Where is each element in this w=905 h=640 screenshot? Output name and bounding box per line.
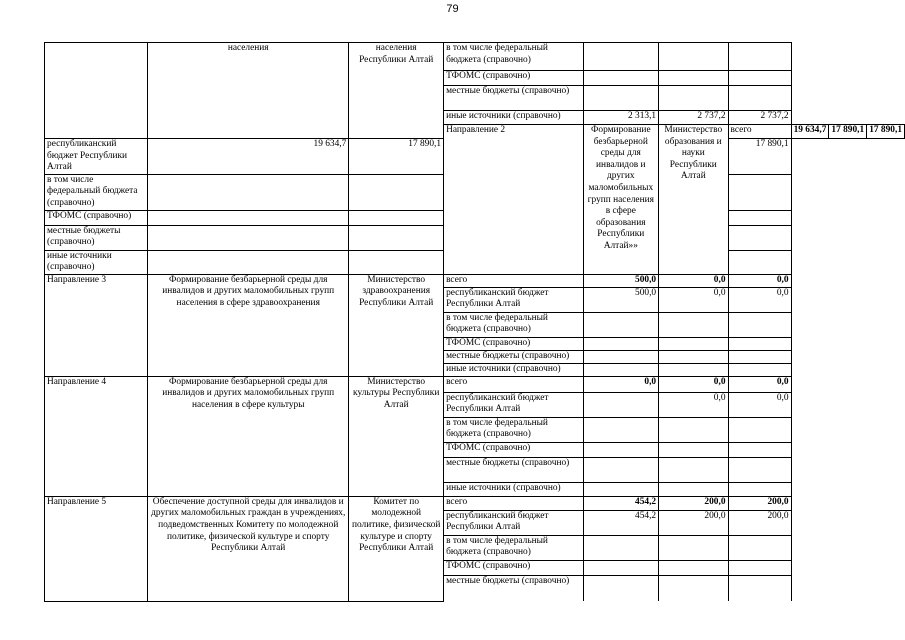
- source-label: ТФОМС (справочно): [444, 337, 583, 350]
- value-cell: [728, 86, 791, 111]
- value-cell: [659, 457, 728, 482]
- value-cell: [728, 337, 791, 350]
- value-cell: [583, 363, 659, 376]
- executor: Министерство здравоохранения Республики Алтай: [349, 274, 444, 376]
- value-cell: [349, 174, 444, 210]
- direction-cell: [45, 43, 148, 139]
- value-cell: [728, 363, 791, 376]
- value-cell: [728, 442, 791, 457]
- total-value: 0,0: [728, 274, 791, 287]
- source-label: иные источники (справочно): [444, 482, 583, 496]
- source-label: ТФОМС (справочно): [444, 442, 583, 457]
- value-cell: [659, 71, 728, 86]
- value-cell: [659, 86, 728, 111]
- value-cell: [583, 560, 659, 575]
- value-cell: [583, 535, 659, 560]
- total-value: 500,0: [583, 274, 659, 287]
- value-cell: [583, 392, 659, 417]
- direction-id: Направление 3: [45, 274, 148, 376]
- source-label: республиканский бюджет Республики Алтай: [45, 139, 148, 175]
- value-cell: [148, 250, 349, 274]
- total-value: 17 890,1: [829, 125, 867, 139]
- total-value: 0,0: [728, 376, 791, 392]
- value-cell: 454,2: [583, 510, 659, 535]
- source-label: всего: [728, 125, 791, 139]
- source-label: иные источники (справочно): [444, 363, 583, 376]
- source-label: республиканский бюджет Республики Алтай: [444, 287, 583, 312]
- total-value: 0,0: [659, 376, 728, 392]
- value-cell: [583, 482, 659, 496]
- value-cell: [659, 535, 728, 560]
- value-cell: 19 634,7: [148, 139, 349, 175]
- value-cell: [728, 43, 791, 71]
- table-row: [45, 376, 905, 392]
- value-cell: [659, 417, 728, 442]
- total-value: 454,2: [583, 496, 659, 510]
- total-value: 200,0: [659, 496, 728, 510]
- value-cell: [583, 312, 659, 337]
- source-label: местные бюджеты (справочно): [444, 457, 583, 482]
- source-label: ТФОМС (справочно): [45, 210, 148, 225]
- source-label: в том числе федеральный бюджета (справочно): [444, 312, 583, 337]
- source-label: местные бюджеты (справочно): [444, 86, 583, 111]
- value-cell: [148, 210, 349, 225]
- value-cell: [583, 71, 659, 86]
- value-cell: [583, 417, 659, 442]
- value-cell: [728, 560, 791, 575]
- value-cell: 2 737,2: [659, 111, 728, 125]
- value-cell: [659, 43, 728, 71]
- direction-id: Направление 4: [45, 376, 148, 496]
- source-label: республиканский бюджет Республики Алтай: [444, 510, 583, 535]
- value-cell: [148, 225, 349, 250]
- source-label: местные бюджеты (справочно): [444, 575, 583, 601]
- total-value: 200,0: [728, 496, 791, 510]
- value-cell: [728, 250, 791, 274]
- value-cell: [728, 535, 791, 560]
- value-cell: [659, 560, 728, 575]
- value-cell: [728, 71, 791, 86]
- value-cell: [583, 86, 659, 111]
- executor: Министерство образования и науки Республики Алтай: [659, 125, 728, 275]
- value-cell: [728, 417, 791, 442]
- source-label: местные бюджеты (справочно): [45, 225, 148, 250]
- value-cell: [349, 250, 444, 274]
- value-cell: [728, 482, 791, 496]
- source-label: республиканский бюджет Республики Алтай: [444, 392, 583, 417]
- direction-id: Направление 2: [444, 125, 583, 275]
- value-cell: [659, 312, 728, 337]
- value-cell: [583, 442, 659, 457]
- value-cell: [659, 442, 728, 457]
- source-label: ТФОМС (справочно): [444, 560, 583, 575]
- value-cell: [659, 350, 728, 363]
- direction-name: Обеспечение доступной среды для инвалидов и других маломобильных граждан в учреждениях, подведомственных Комитету по молодежной политике, физической культуре и спорту Республики Алтай: [148, 496, 349, 601]
- value-cell: 17 890,1: [728, 139, 791, 175]
- source-label: всего: [444, 376, 583, 392]
- source-label: в том числе федеральный бюджета (справочно): [444, 535, 583, 560]
- value-cell: [728, 457, 791, 482]
- value-cell: 0,0: [728, 287, 791, 312]
- source-label: ТФОМС (справочно): [444, 71, 583, 86]
- source-label: в том числе федеральный бюджета (справочно): [444, 417, 583, 442]
- direction-id: Направление 5: [45, 496, 148, 601]
- value-cell: [728, 210, 791, 225]
- value-cell: [728, 312, 791, 337]
- value-cell: 200,0: [659, 510, 728, 535]
- value-cell: [659, 363, 728, 376]
- value-cell: 200,0: [728, 510, 791, 535]
- direction-name: Формирование безбарьерной среды для инвалидов и других маломобильных групп населения в сфере культуры: [148, 376, 349, 496]
- total-value: 0,0: [583, 376, 659, 392]
- direction-name: Формирование безбарьерной среды для инвалидов и других маломобильных групп населения в сфере здравоохранения: [148, 274, 349, 376]
- executor: населения Республики Алтай: [349, 43, 444, 139]
- source-label: местные бюджеты (справочно): [444, 350, 583, 363]
- budget-table: [44, 42, 905, 602]
- direction-name: населения: [148, 43, 349, 139]
- value-cell: [728, 350, 791, 363]
- value-cell: 2 737,2: [728, 111, 791, 125]
- value-cell: 0,0: [659, 392, 728, 417]
- value-cell: [583, 43, 659, 71]
- value-cell: 2 313,1: [583, 111, 659, 125]
- source-label: иные источники (справочно): [45, 250, 148, 274]
- value-cell: [349, 225, 444, 250]
- value-cell: 17 890,1: [349, 139, 444, 175]
- value-cell: 0,0: [728, 392, 791, 417]
- total-value: 0,0: [659, 274, 728, 287]
- value-cell: [728, 225, 791, 250]
- value-cell: [349, 210, 444, 225]
- page-number: 79: [446, 3, 459, 15]
- value-cell: 0,0: [659, 287, 728, 312]
- source-label: всего: [444, 274, 583, 287]
- value-cell: [728, 575, 791, 601]
- table-row: [45, 274, 905, 287]
- value-cell: [583, 575, 659, 601]
- source-label: всего: [444, 496, 583, 510]
- table-row: [45, 43, 905, 71]
- executor: Комитет по молодежной политике, физической культуре и спорту Республики Алтай: [349, 496, 444, 601]
- value-cell: [583, 457, 659, 482]
- value-cell: [659, 482, 728, 496]
- value-cell: 500,0: [583, 287, 659, 312]
- total-value: 17 890,1: [867, 125, 905, 139]
- value-cell: [583, 350, 659, 363]
- direction-name: Формирование безбарьерной среды для инвалидов и других маломобильных групп населения в сфере образования Республики Алтай»»: [583, 125, 659, 275]
- value-cell: [583, 337, 659, 350]
- source-label: иные источники (справочно): [444, 111, 583, 125]
- executor: Министерство культуры Республики Алтай: [349, 376, 444, 496]
- value-cell: [148, 174, 349, 210]
- source-label: в том числе федеральный бюджета (справочно): [444, 43, 583, 71]
- total-value: 19 634,7: [791, 125, 829, 139]
- value-cell: [659, 575, 728, 601]
- table-row: [45, 496, 905, 510]
- value-cell: [728, 174, 791, 210]
- value-cell: [659, 337, 728, 350]
- source-label: в том числе федеральный бюджета (справочно): [45, 174, 148, 210]
